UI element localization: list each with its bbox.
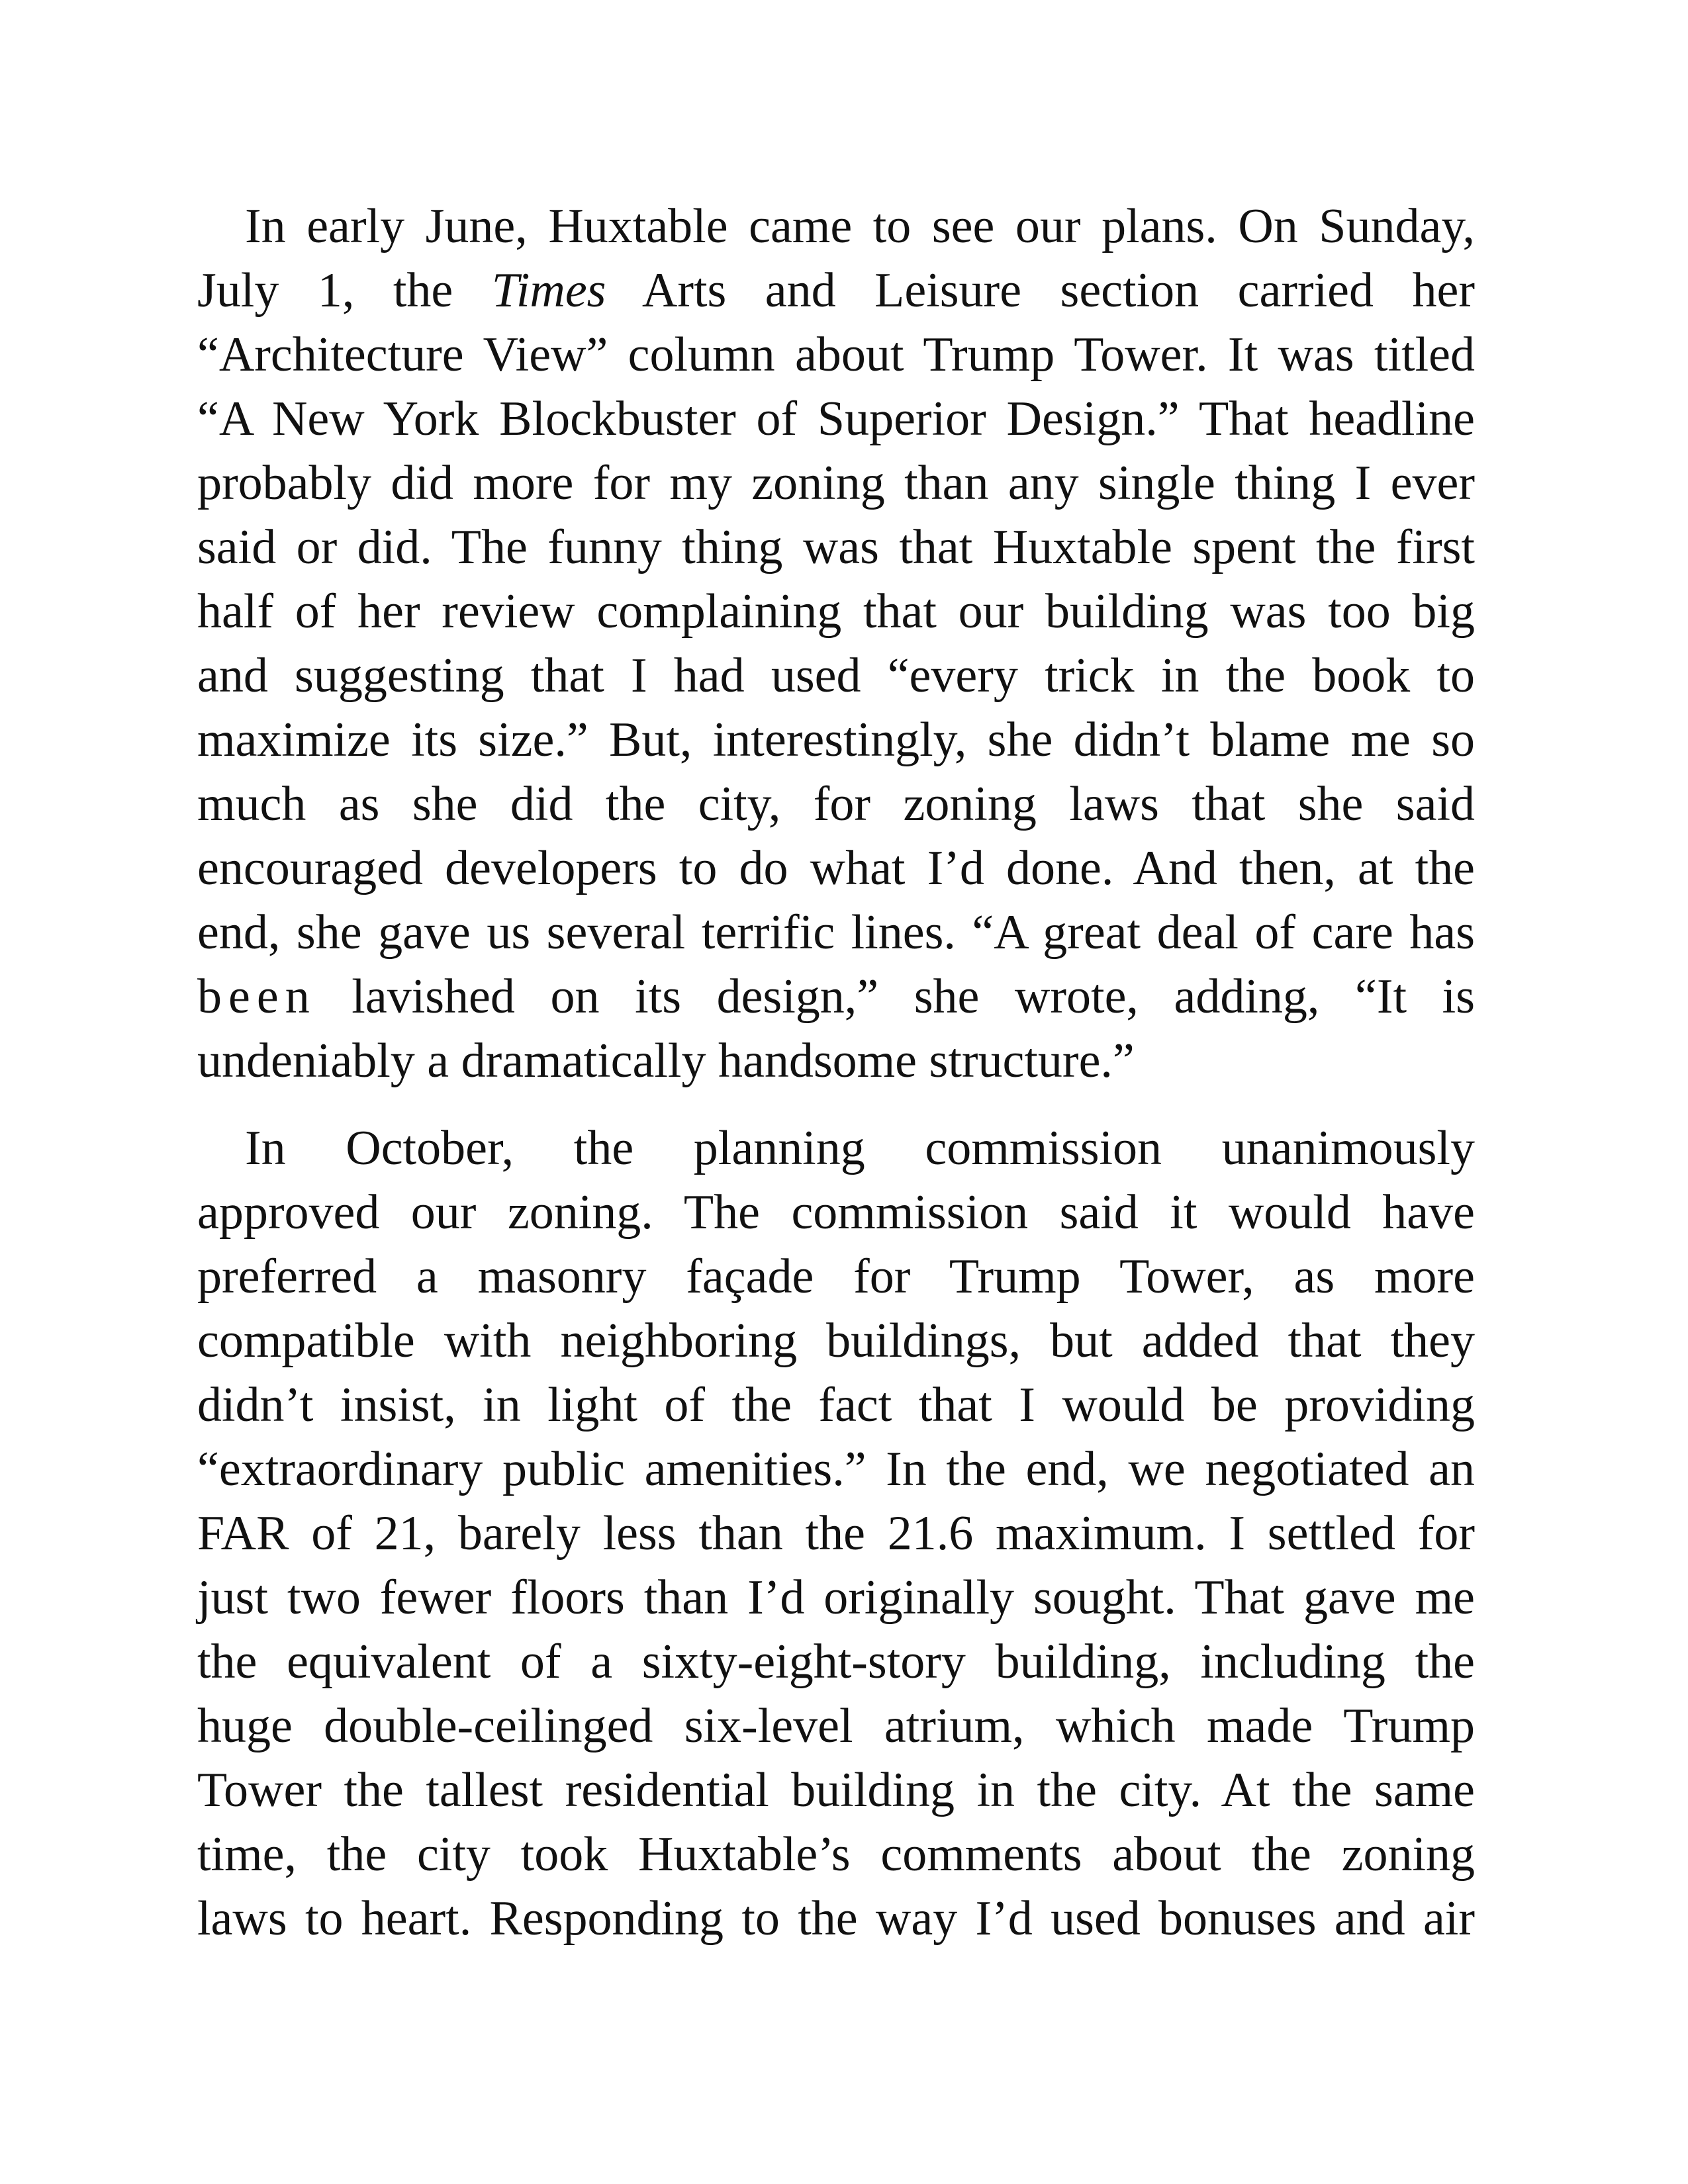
text-line: compatible with neighboring buildings, but added that they [197,1314,1475,1368]
text-line: Tower the tallest residential building in the city. At the same [197,1763,1475,1817]
paragraph-gap [197,1093,1475,1116]
text-line: half of her review complaining that our building was too big [197,584,1475,639]
text-line: “Architecture View” column about Trump Tower. It was titled [197,328,1475,382]
text-line: encouraged developers to do what I’d done. And then, at the [197,841,1475,895]
text-run: Arts and Leisure section carried her [606,263,1475,318]
text-line: the equivalent of a sixty-eight-story building, including the [197,1635,1475,1689]
text-line: probably did more for my zoning than any single thing I ever [197,456,1475,510]
text-line: huge double-ceilinged six-level atrium, which made Trump [197,1699,1475,1753]
text-line: didn’t insist, in light of the fact that I would be providing [197,1378,1475,1432]
paragraph-1 [197,195,1475,1093]
text-line: preferred a masonry façade for Trump Tower, as more [197,1250,1475,1304]
text-line: In October, the planning commission unanimously [245,1121,1475,1175]
text-line: just two fewer floors than I’d originally sought. That gave me [197,1570,1475,1625]
text-line: laws to heart. Responding to the way I’d used bonuses and air [197,1891,1475,1946]
text-line: “A New York Blockbuster of Superior Design.” That headline [197,392,1475,446]
text-line: In early June, Huxtable came to see our plans. On Sunday, [245,199,1475,253]
body-text [197,195,1475,1951]
text-line [197,965,1475,1029]
text-line: approved our zoning. The commission said it would have [197,1185,1475,1240]
text-line: “extraordinary public amenities.” In the end, we negotiated an [197,1442,1475,1496]
text-line: said or did. The funny thing was that Huxtable spent the first [197,520,1475,574]
text-line: and suggesting that I had used “every trick in the book to [197,649,1475,703]
text-line: much as she did the city, for zoning laws that she said [197,777,1475,831]
text-line: end, she gave us several terrific lines. “A great deal of care has [197,905,1475,960]
text-line: time, the city took Huxtable’s comments about the zoning [197,1827,1475,1882]
letterspaced-word: been [197,970,316,1024]
text-line: FAR of 21, barely less than the 21.6 maximum. I settled for [197,1506,1475,1561]
text-run: lavished on its design,” she wrote, adding, “It is [316,970,1475,1024]
paragraph-2 [197,1116,1475,1951]
text-line [197,259,1475,323]
italic-title-times: Times [491,263,606,318]
text-run: July 1, the [197,263,492,318]
text-line: undeniably a dramatically handsome structure.” [197,1034,1135,1088]
text-line: maximize its size.” But, interestingly, she didn’t blame me so [197,713,1475,767]
